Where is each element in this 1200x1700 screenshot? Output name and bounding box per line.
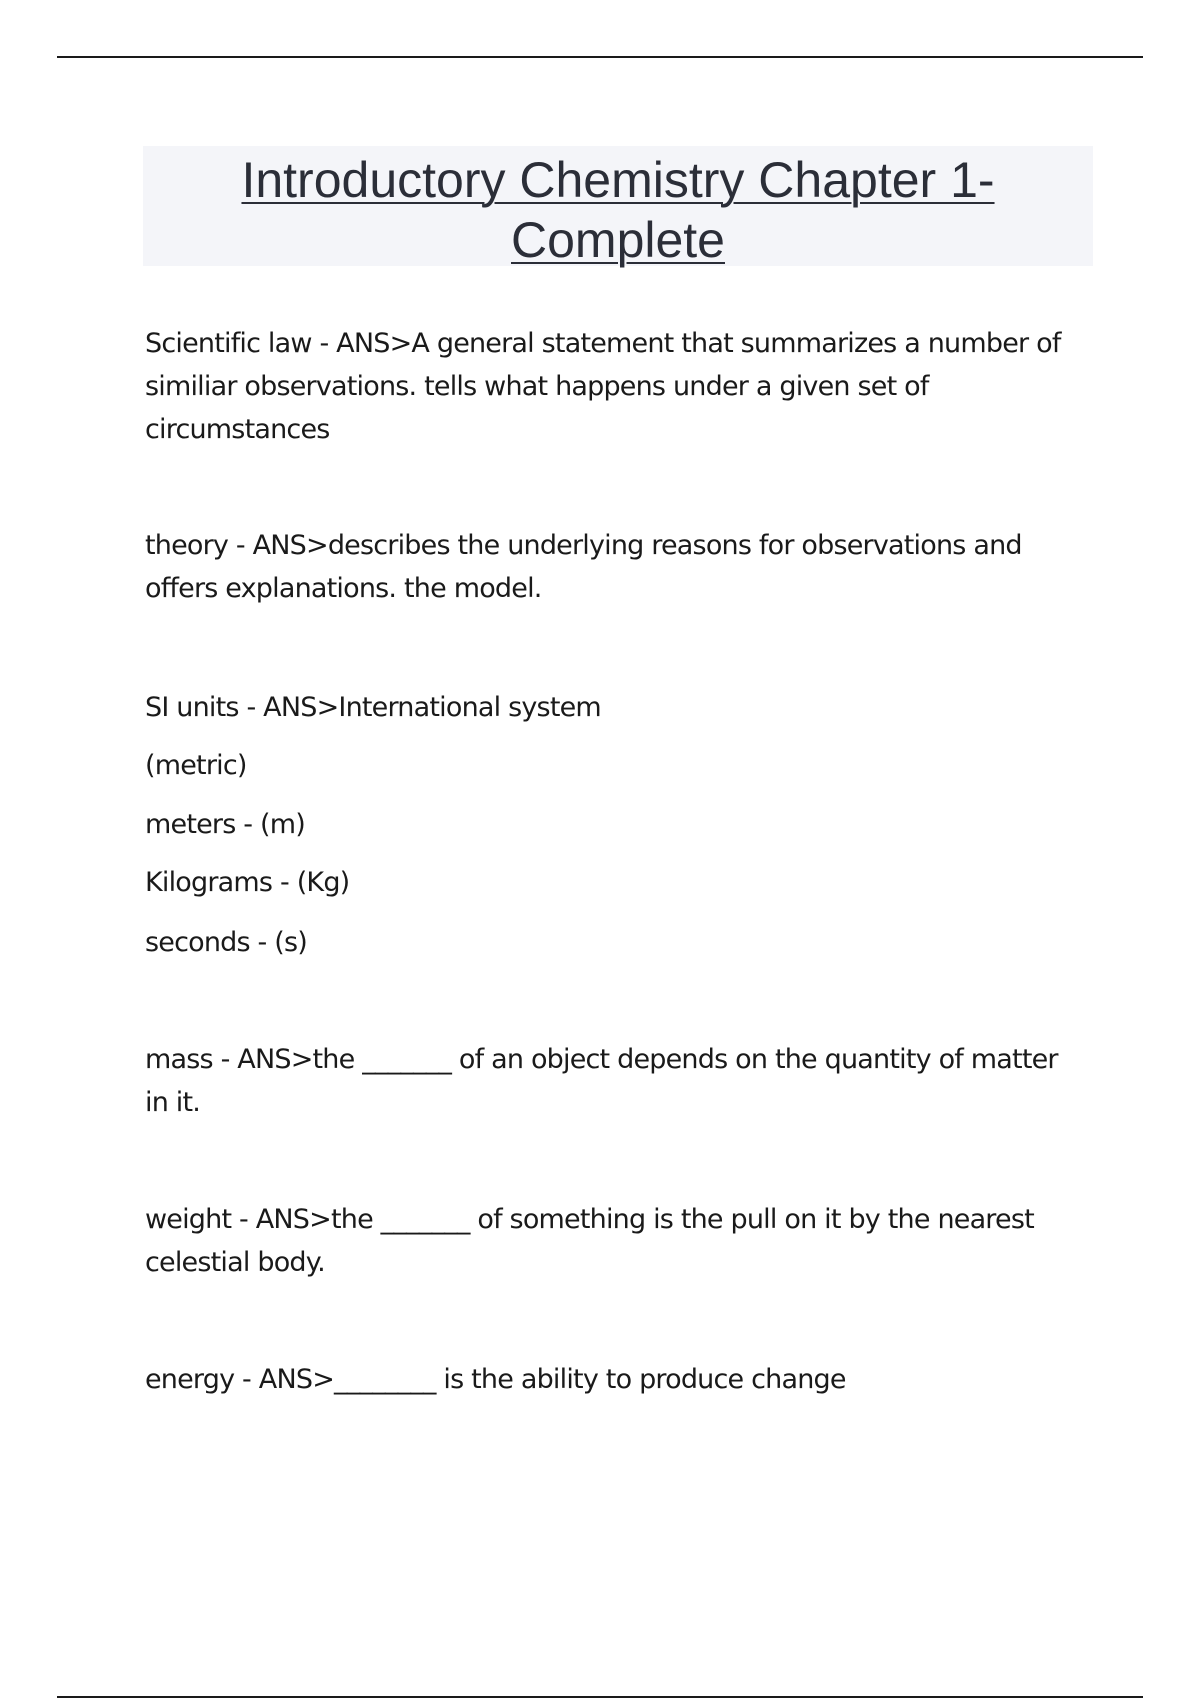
si-units-line: SI units - ANS>International system <box>145 692 601 723</box>
entry-weight: weight - ANS>the _______ of something is the pull on it by the nearest celestial body. <box>145 1204 1034 1278</box>
entry-energy: energy - ANS>________ is the ability to produce change <box>145 1364 846 1395</box>
entry-theory: theory - ANS>describes the underlying reasons for observations and offers explanations. the model. <box>145 530 1022 604</box>
entry-scientific-law: Scientific law - ANS>A general statement that summarizes a number of similiar observations. tells what happens under a given set of circumstances <box>145 328 1061 445</box>
si-units-meters-line: meters - (m) <box>145 809 305 840</box>
title-banner <box>143 146 1093 266</box>
document-title: Introductory Chemistry Chapter 1- Complete <box>241 152 995 268</box>
si-units-metric-line: (metric) <box>145 750 247 781</box>
entry-mass: mass - ANS>the _______ of an object depends on the quantity of matter in it. <box>145 1044 1058 1118</box>
si-units-kilograms-line: Kilograms - (Kg) <box>145 867 350 898</box>
si-units-seconds-line: seconds - (s) <box>145 927 308 958</box>
top-rule <box>57 56 1143 58</box>
bottom-rule <box>57 1696 1143 1698</box>
